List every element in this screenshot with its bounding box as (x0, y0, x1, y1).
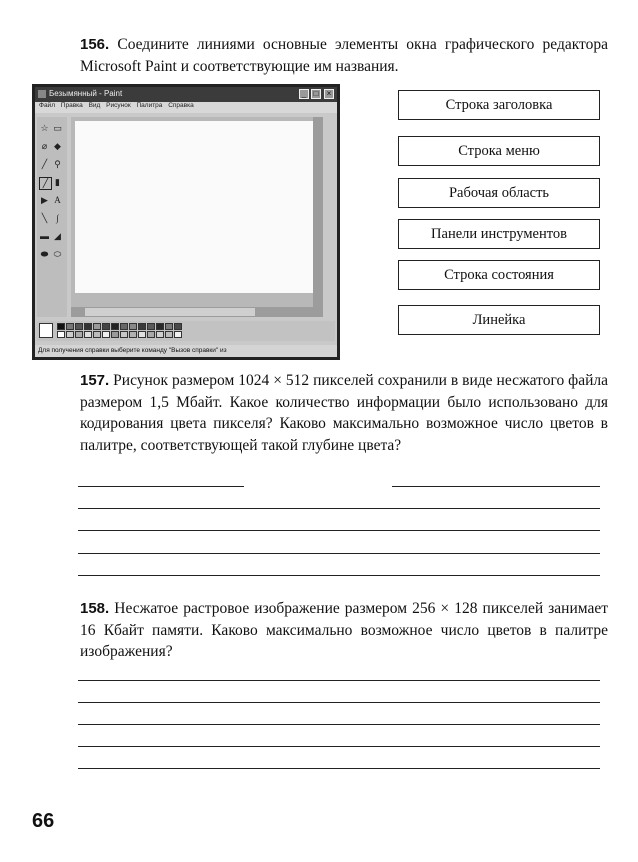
current-color-swatch (39, 323, 53, 338)
label-box-toolbars: Панели инструментов (398, 219, 600, 249)
text-icon: A (54, 195, 61, 205)
answer-line (78, 746, 600, 747)
pencil-icon: ╱ (39, 177, 52, 190)
brush-icon: ▮ (55, 177, 60, 187)
label-box-ruler: Линейка (398, 305, 600, 335)
menu-item: Файл (39, 102, 55, 109)
answer-line (78, 680, 600, 681)
menu-item: Правка (60, 102, 83, 109)
palette-color-swatch (93, 331, 101, 338)
maximize-icon: □ (311, 89, 321, 99)
task-number: 156. (80, 36, 110, 53)
task-157 (32, 370, 608, 456)
line-icon: ╲ (41, 213, 48, 223)
paint-menu-bar (35, 102, 337, 113)
palette-color-swatch (138, 323, 146, 330)
palette-color-swatch (147, 331, 155, 338)
eraser-icon: ⌀ (41, 141, 48, 151)
menu-item: Вид (88, 102, 101, 109)
task-text: Рисунок размером 1024 × 512 пикселей сохранили в виде несжатого файла размером 1,5 Мбайт. Какое количество информации было использовано для кодирования цвета пикселя? Каково максимально возможное число цветов в палитре, соответствующей такой глубине цвета? (80, 372, 608, 454)
vertical-scrollbar (313, 117, 323, 307)
palette-color-swatch (165, 331, 173, 338)
rectangle-icon: ▬ (40, 231, 49, 241)
palette-color-swatch (120, 323, 128, 330)
answer-line (78, 553, 600, 554)
menu-item: Палитра (136, 102, 163, 109)
label-box-menu-bar: Строка меню (398, 136, 600, 166)
answer-line (78, 575, 600, 576)
answer-line (78, 508, 600, 509)
rect-select-icon: ▭ (53, 123, 62, 133)
rounded-rect-icon: ⬭ (53, 249, 62, 259)
paint-title-bar (35, 87, 337, 102)
palette-color-swatch (66, 331, 74, 338)
airbrush-icon: ▶ (41, 195, 48, 205)
palette-color-swatch (66, 323, 74, 330)
task-158 (32, 598, 608, 663)
picker-icon: ╱ (41, 159, 48, 169)
palette-color-swatch (147, 323, 155, 330)
palette-color-swatch (75, 331, 83, 338)
menu-item: Рисунок (106, 102, 131, 109)
palette-color-swatch (84, 331, 92, 338)
palette-color-swatch (129, 331, 137, 338)
label-box-status-bar: Строка состояния (398, 260, 600, 290)
page-number: 66 (32, 810, 55, 832)
paint-work-area (71, 117, 323, 317)
palette-color-swatch (111, 331, 119, 338)
paint-app-icon (38, 90, 46, 98)
palette-color-swatch (84, 323, 92, 330)
free-select-icon: ☆ (40, 123, 49, 133)
palette-color-swatch (75, 323, 83, 330)
task-text: Несжатое растровое изображение размером 256 × 128 пикселей занимает 16 Кбайт памяти. Каково максимально возможное число цветов в палитре изображения? (80, 600, 608, 660)
palette-color-swatch (174, 331, 182, 338)
fill-icon: ◆ (54, 141, 61, 151)
polygon-icon: ◢ (54, 231, 61, 241)
answer-line (78, 486, 244, 487)
palette-color-swatch (57, 331, 65, 338)
palette-color-swatch (120, 331, 128, 338)
task-156 (32, 34, 608, 77)
task-number: 158. (80, 600, 110, 617)
close-icon: × (324, 89, 334, 99)
menu-item: Справка (168, 102, 194, 109)
horizontal-scrollbar (71, 307, 323, 317)
palette-color-swatch (57, 323, 65, 330)
palette-color-swatch (102, 331, 110, 338)
palette-color-swatch (111, 323, 119, 330)
answer-line (78, 530, 600, 531)
paint-canvas (75, 121, 321, 293)
palette-color-swatch (129, 323, 137, 330)
paint-palette (37, 321, 335, 341)
answer-line (78, 702, 600, 703)
answer-line (78, 768, 600, 769)
answer-line (78, 724, 600, 725)
ellipse-icon: ⬬ (40, 249, 49, 259)
palette-color-swatch (174, 323, 182, 330)
task-number: 157. (80, 372, 110, 389)
paint-window-illustration (32, 84, 340, 360)
minimize-icon: _ (299, 89, 309, 99)
answer-line (392, 486, 600, 487)
palette-color-swatch (165, 323, 173, 330)
label-box-title-bar: Строка заголовка (398, 90, 600, 120)
label-box-work-area: Рабочая область (398, 178, 600, 208)
paint-toolbox (37, 117, 67, 317)
paint-status-bar: Для получения справки выберите команду "Вызов справки" из (35, 345, 337, 357)
palette-color-swatch (102, 323, 110, 330)
magnifier-icon: ⚲ (54, 159, 61, 169)
palette-color-swatch (138, 331, 146, 338)
palette-color-swatch (156, 331, 164, 338)
task-text: Соедините линиями основные элементы окна графического редактора Microsoft Paint и соответствующие им названия. (80, 36, 609, 75)
scrollbar-thumb (85, 308, 255, 316)
curve-icon: ∫ (56, 213, 59, 223)
palette-color-swatch (156, 323, 164, 330)
paint-title: Безымянный - Paint (49, 89, 123, 98)
palette-color-swatch (93, 323, 101, 330)
